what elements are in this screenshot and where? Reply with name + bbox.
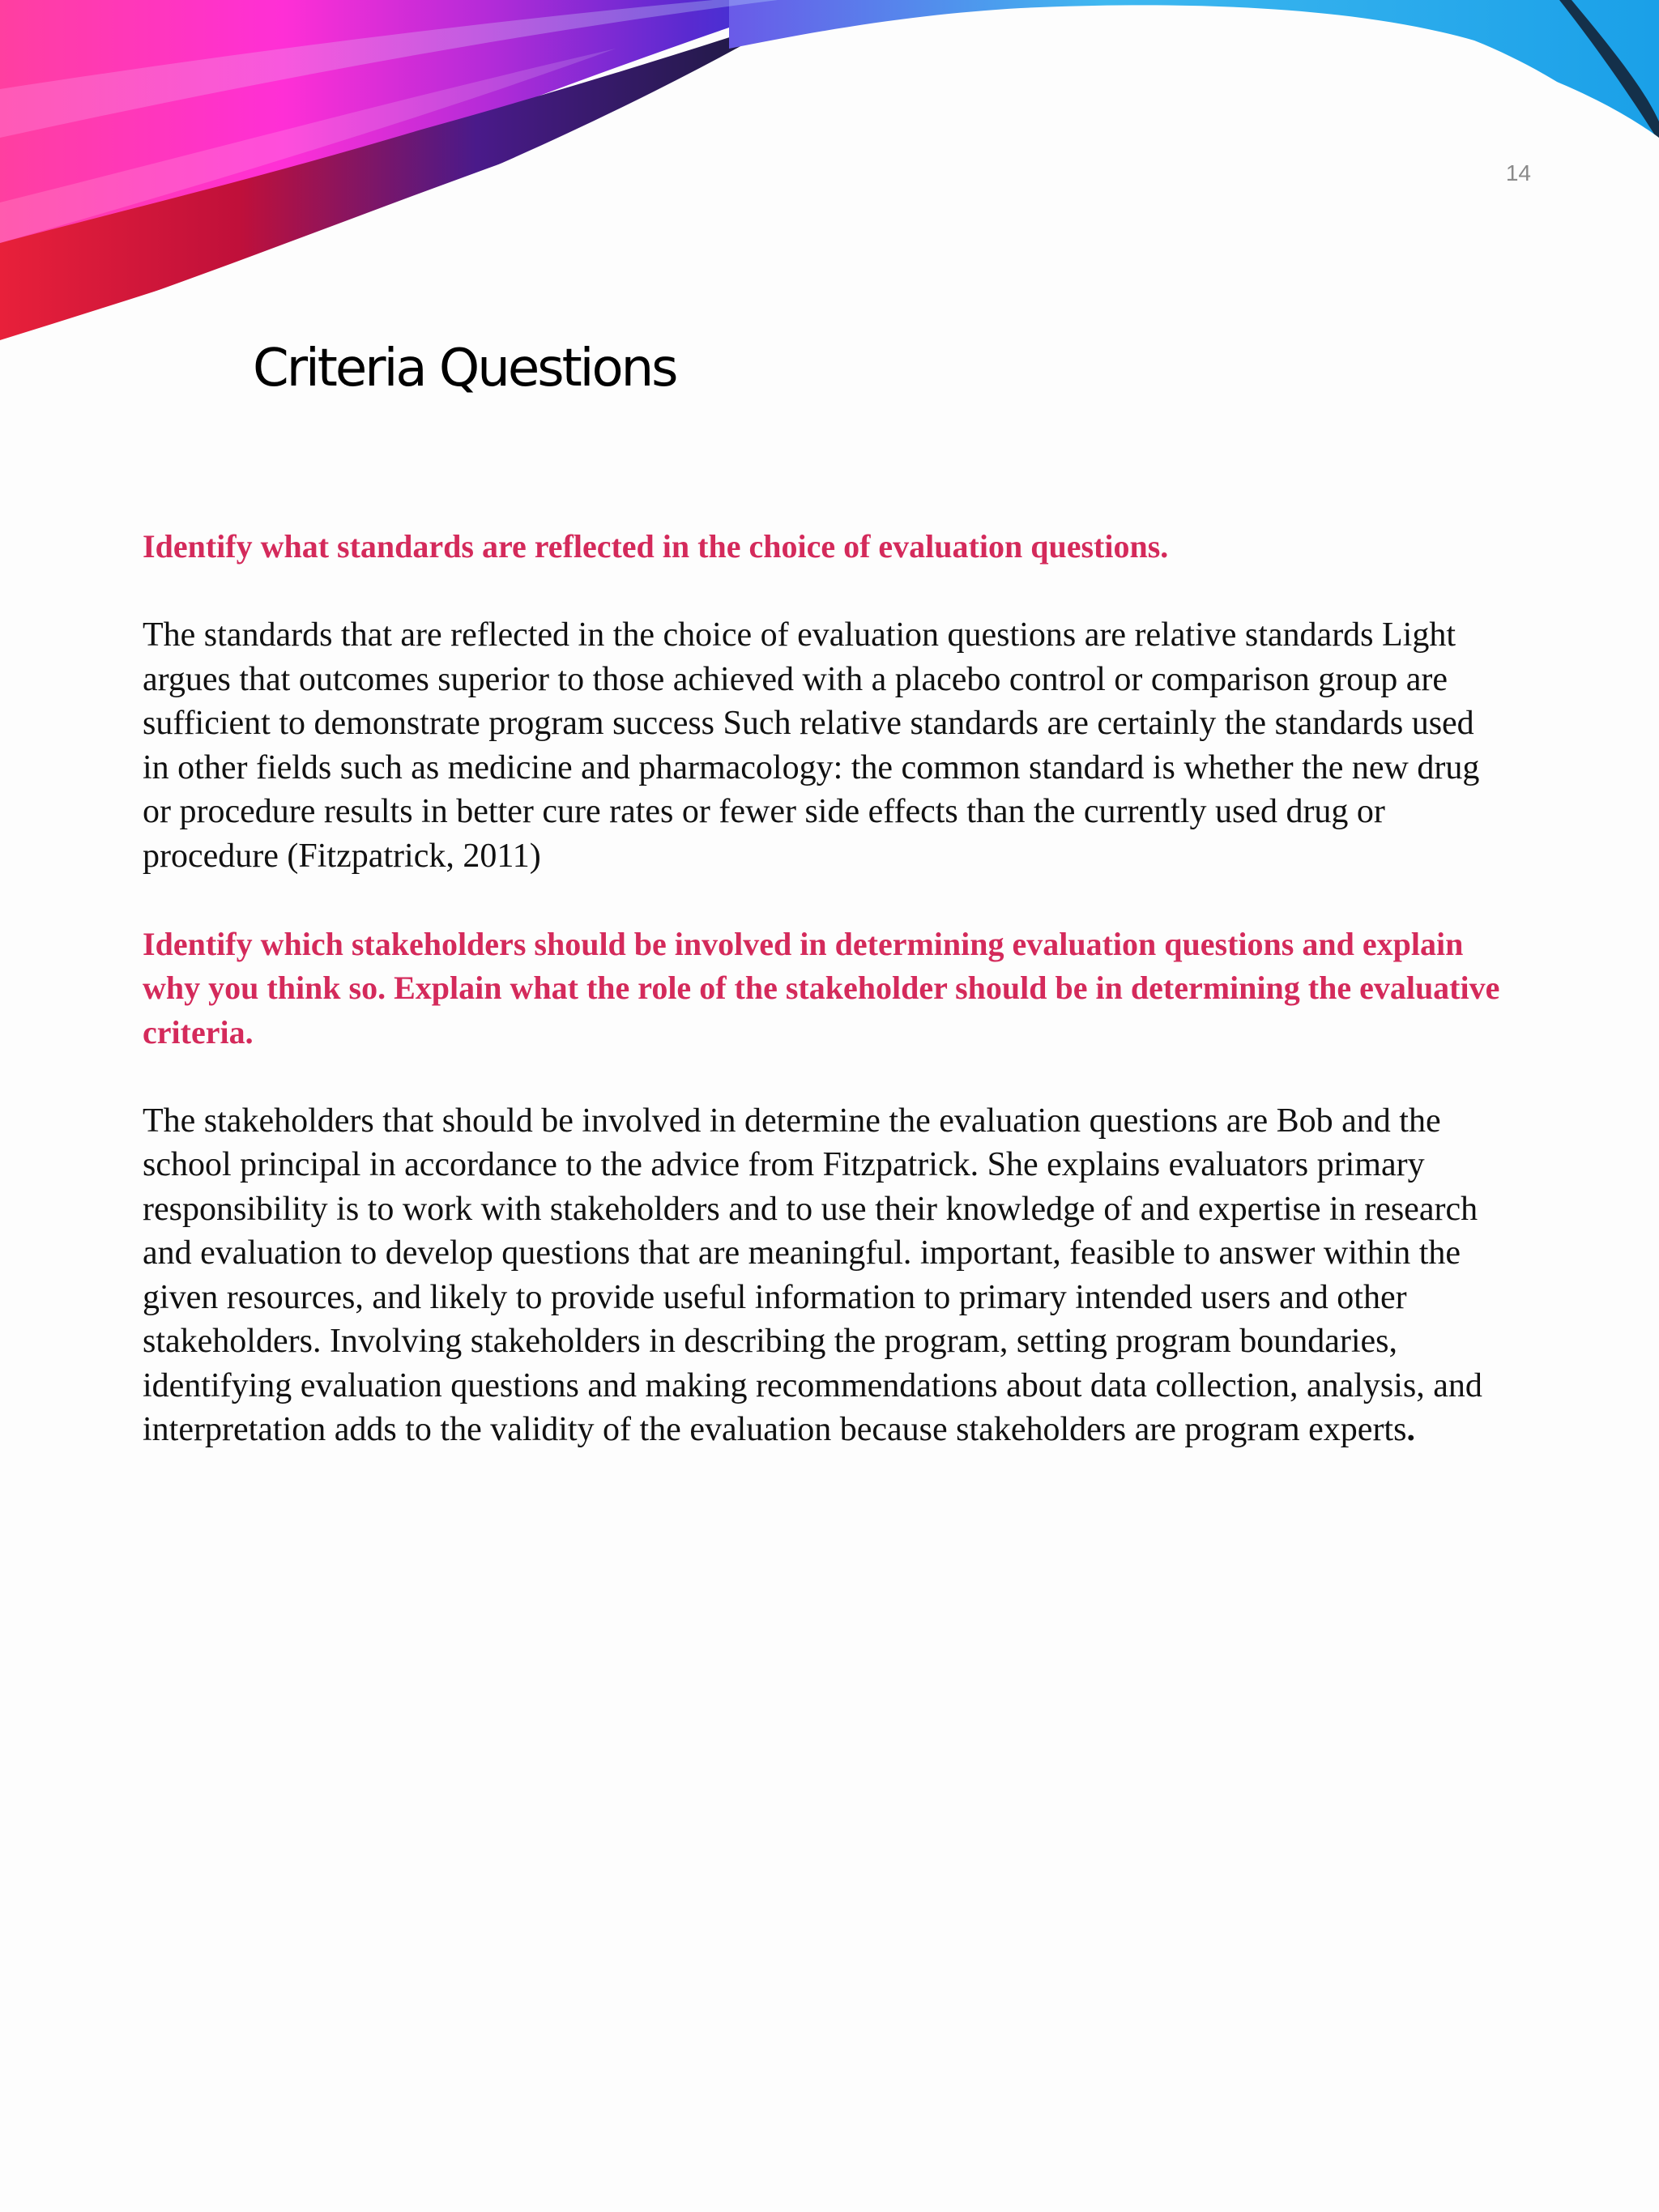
paragraph-spacer <box>143 569 1503 614</box>
slide-title: Criteria Questions <box>253 339 676 399</box>
answer-stakeholders-period: . <box>1406 1411 1415 1448</box>
page-number: 14 <box>1505 160 1531 185</box>
question-standards: Identify what standards are reflected in the choice of evaluation questions. <box>143 528 1169 565</box>
paragraph-spacer <box>143 1055 1503 1099</box>
answer-stakeholders-paragraph <box>143 1099 1503 1452</box>
question-stakeholders: Identify which stakeholders should be involved in determining evaluation questions and explain why you think so. Explain what the role of the stakeholder should be in determining the evaluative criteria. <box>143 925 1500 1051</box>
paragraph-spacer <box>143 878 1503 923</box>
answer-standards: The standards that are reflected in the choice of evaluation questions are relative standards Light argues that outcomes superior to those achieved with a placebo control or comparison group are sufficient to demonstrate program success Such relative standards are certainly the standards used in other fields such as medicine and pharmacology: the common standard is whether the new drug or procedure results in better cure rates or fewer side effects than the currently used drug or procedure (Fitzpatrick, 2011) <box>143 616 1480 875</box>
slide-body <box>143 525 1503 1452</box>
decorative-swoosh-graphic <box>0 0 1659 356</box>
answer-stakeholders: The stakeholders that should be involved in determine the evaluation questions are Bob and the school principal in accordance to the advice from Fitzpatrick. She explains evaluators primary responsibility is to work with stakeholders and to use their knowledge of and expertise in research and evaluation to develop questions that are meaningful. important, feasible to answer within the given resources, and likely to provide useful information to primary intended users and other stakeholders. Involving stakeholders in describing the program, setting program boundaries, identifying evaluation questions and making recommendations about data collection, analysis, and interpretation adds to the validity of the evaluation because stakeholders are program experts <box>143 1102 1482 1448</box>
